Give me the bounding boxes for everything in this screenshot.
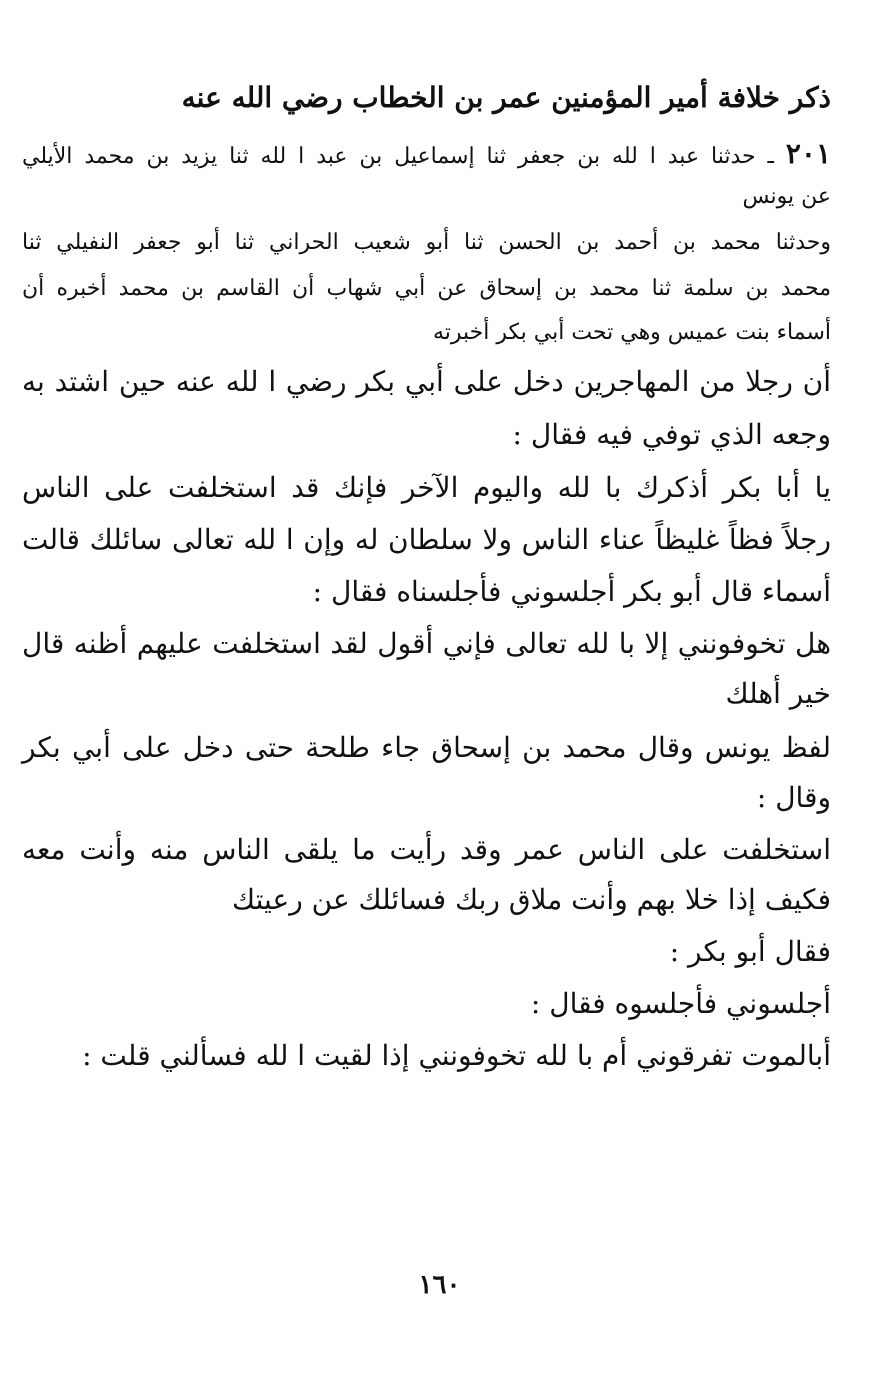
isnad-line-2: عن يونس [742,184,831,209]
isnad-line-5: أسماء بنت عميس وهي تحت أبي بكر أخبرته [432,320,831,345]
body-line-7: خير أهلك [725,677,831,710]
isnad-line-1 [22,137,831,170]
section-heading: ذكر خلافة أمير المؤمنين عمر بن الخطاب رضي الله عنه [181,81,831,114]
body-line-6: هل تخوفونني إلا با لله تعالى فإني أقول لقد استخلفت عليهم أظنه قال [22,627,831,660]
isnad-line-4: محمد بن سلمة ثنا محمد بن إسحاق عن أبي شهاب أن القاسم بن محمد أخبره أن [22,276,831,301]
body-line-9: وقال : [756,781,831,814]
body-line-12: فقال أبو بكر : [669,935,831,968]
body-line-8: لفظ يونس وقال محمد بن إسحاق جاء طلحة حتى دخل على أبي بكر [22,731,831,764]
body-line-13: أجلسوني فأجلسوه فقال : [530,987,831,1020]
body-line-11: فكيف إذا خلا بهم وأنت ملاق ربك فسائلك عن رعيتك [232,883,831,916]
page-number: ١٦٠ [418,1270,461,1300]
body-line-5: أسماء قال أبو بكر أجلسوني فأجلسناه فقال : [312,575,831,608]
body-line-10: استخلفت على الناس عمر وقد رأيت ما يلقى الناس منه وأنت معه [22,833,831,866]
body-line-4: رجلاً فظاً غليظاً عناء الناس ولا سلطان له وإن ا لله تعالى سائلك قالت [22,523,831,556]
hadith-number: ٢٠١ [785,137,831,170]
body-line-2: وجعه الذي توفي فيه فقال : [512,418,831,451]
isnad-line-3: وحدثنا محمد بن أحمد بن الحسن ثنا أبو شعيب الحراني ثنا أبو جعفر النفيلي ثنا [22,230,831,255]
body-line-14: أبالموت تفرقوني أم با لله تخوفونني إذا لقيت ا لله فسألني قلت : [82,1039,831,1072]
isnad-line-1-text: ـ حدثنا عبد ا لله بن جعفر ثنا إسماعيل بن عبد ا لله ثنا يزيد بن محمد الأيلي [22,144,786,169]
body-line-1: أن رجلا من المهاجرين دخل على أبي بكر رضي ا لله عنه حين اشتد به [22,365,831,398]
body-line-3: يا أبا بكر أذكرك با لله واليوم الآخر فإنك قد استخلفت على الناس [22,471,831,504]
